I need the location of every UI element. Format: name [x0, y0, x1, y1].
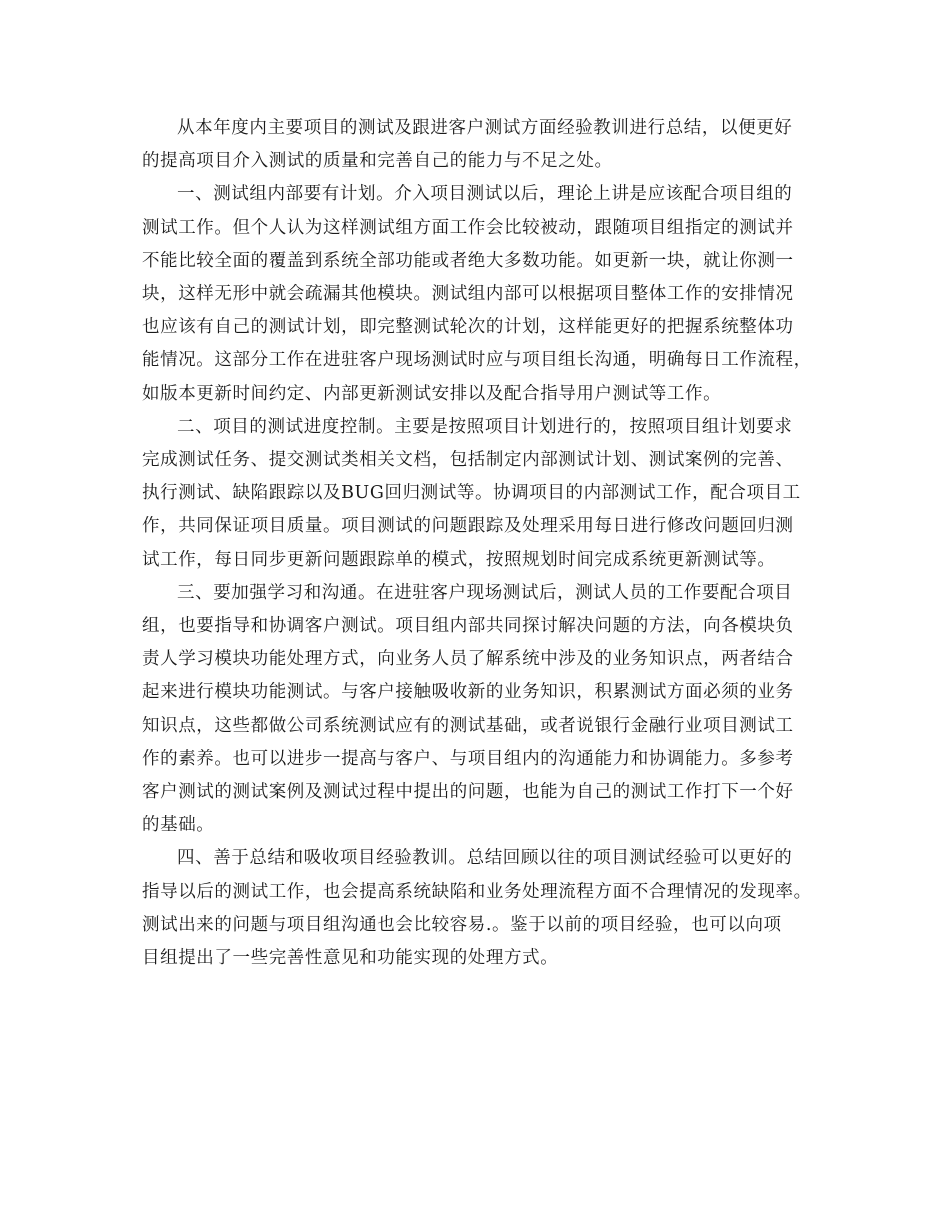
- text-line: 作的素养。也可以进步一提高与客户、与项目组内的沟通能力和协调能力。多参考: [142, 748, 794, 769]
- text-line: 作，共同保证项目质量。项目测试的问题跟踪及处理采用每日进行修改问题回归测: [142, 516, 794, 537]
- text-line: 的基础。: [142, 815, 215, 836]
- text-line: 责人学习模块功能处理方式，向业务人员了解系统中涉及的业务知识点，两者结合: [142, 649, 794, 670]
- text-line: 知识点，这些都做公司系统测试应有的测试基础，或者说银行金融行业项目测试工: [142, 715, 794, 736]
- text-line: 如版本更新时间约定、内部更新测试安排以及配合指导用户测试等工作。: [142, 383, 722, 404]
- text-line: 完成测试任务、提交测试类相关文档，包括制定内部测试计划、测试案例的完善、: [142, 450, 794, 471]
- text-line: 测试工作。但个人认为这样测试组方面工作会比较被动，跟随项目组指定的测试并: [142, 217, 794, 238]
- text-line: 试工作，每日同步更新问题跟踪单的模式，按照规划时间完成系统更新测试等。: [142, 549, 776, 570]
- text-line: 三、要加强学习和沟通。在进驻客户现场测试后，测试人员的工作要配合项目: [177, 582, 793, 603]
- paragraph-section-2: [142, 411, 818, 577]
- text-line: 二、项目的测试进度控制。主要是按照项目计划进行的，按照项目组计划要求: [177, 416, 793, 437]
- text-line: 客户测试的测试案例及测试过程中提出的问题，也能为自己的测试工作打下一个好: [142, 782, 794, 803]
- text-line: 四、善于总结和吸收项目经验教训。总结回顾以往的项目测试经验可以更好的: [177, 848, 793, 869]
- text-line: 不能比较全面的覆盖到系统全部功能或者绝大多数功能。如更新一块，就让你测一: [142, 250, 794, 271]
- paragraph-intro: [142, 112, 818, 178]
- text-line: 起来进行模块功能测试。与客户接触吸收新的业务知识，积累测试方面必须的业务: [142, 682, 794, 703]
- text-line: 也应该有自己的测试计划，即完整测试轮次的计划，这样能更好的把握系统整体功: [142, 317, 794, 338]
- document-body: [142, 112, 818, 975]
- text-line: 块，这样无形中就会疏漏其他模块。测试组内部可以根据项目整体工作的安排情况: [142, 284, 794, 305]
- text-line: 指导以后的测试工作，也会提高系统缺陷和业务处理流程方面不合理情况的发现率。: [142, 881, 812, 902]
- text-line: 目组提出了一些完善性意见和功能实现的处理方式。: [142, 948, 559, 969]
- text-line: 测试出来的问题与项目组沟通也会比较容易.。鉴于以前的项目经验，也可以向项: [142, 914, 782, 935]
- text-line: 的提高项目介入测试的质量和完善自己的能力与不足之处。: [142, 151, 613, 172]
- text-line: 组，也要指导和协调客户测试。项目组内部共同探讨解决问题的方法，向各模块负: [142, 616, 794, 637]
- text-line: 从本年度内主要项目的测试及跟进客户测试方面经验教训进行总结，以便更好: [177, 118, 793, 138]
- text-line: 执行测试、缺陷跟踪以及BUG回归测试等。协调项目的内部测试工作，配合项目工: [142, 483, 801, 504]
- paragraph-section-4: [142, 842, 818, 975]
- paragraph-section-1: [142, 178, 818, 410]
- text-line: 能情况。这部分工作在进驻客户现场测试时应与项目组长沟通，明确每日工作流程，: [142, 350, 812, 371]
- text-line: 一、测试组内部要有计划。介入项目测试以后，理论上讲是应该配合项目组的: [177, 184, 793, 205]
- paragraph-section-3: [142, 577, 818, 843]
